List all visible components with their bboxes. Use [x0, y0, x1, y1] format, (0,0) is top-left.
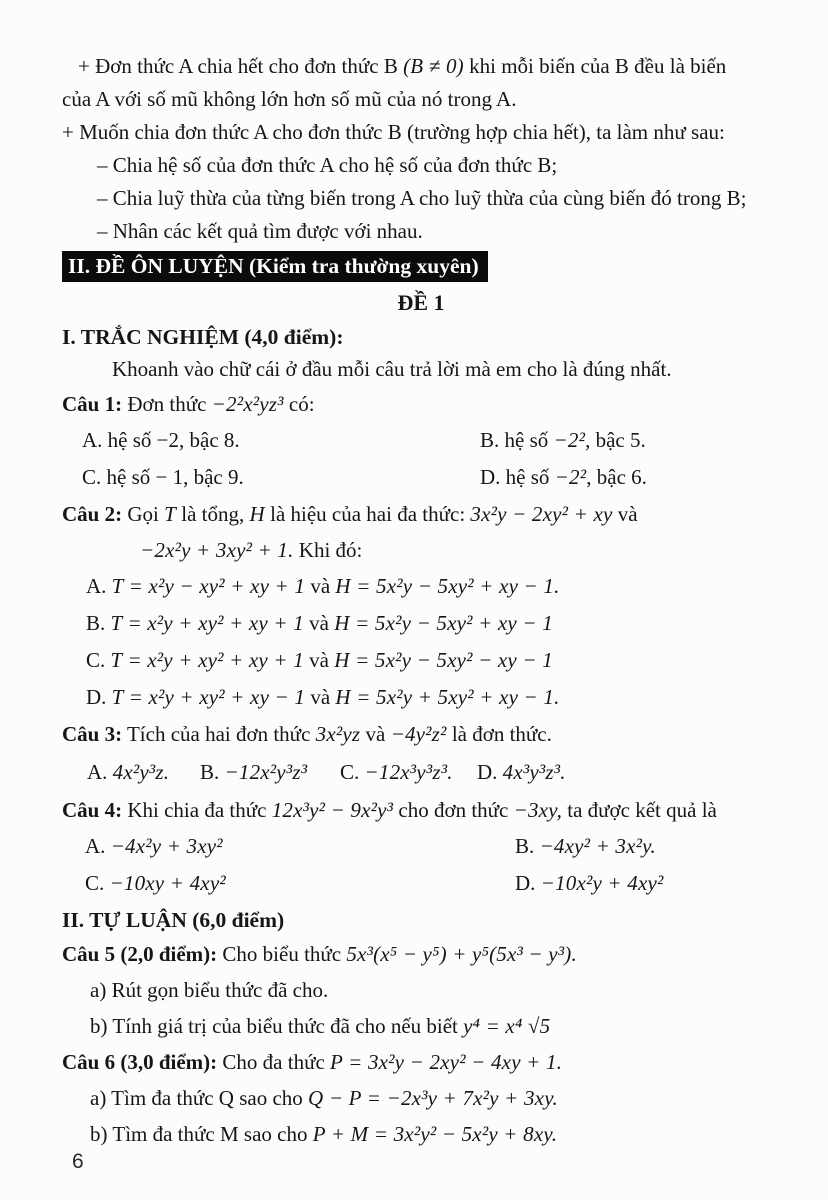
question-3-option-a [87, 752, 200, 792]
math-formula: −10x²y + 4xy² [540, 871, 664, 895]
text-segment: Câu 5 (2,0 điểm): [62, 942, 218, 966]
math-formula: H = 5x²y − 5xy² − xy − 1 [334, 648, 553, 672]
text-segment: B. [515, 834, 540, 858]
text-segment: và [305, 574, 336, 598]
theory-line-1 [62, 50, 780, 83]
text-segment: Cho đa thức [217, 1050, 331, 1074]
question-4-stem [62, 792, 780, 828]
text-segment: , bậc 5. [585, 428, 646, 452]
question-2-stem-cont [62, 532, 780, 568]
math-formula: H = 5x²y + 5xy² + xy − 1. [335, 685, 560, 709]
section-header-label: II. ĐỀ ÔN LUYỆN (Kiểm tra thường xuyên) [68, 254, 479, 278]
math-formula: 4x²y³z. [112, 760, 170, 784]
question-2-option-c [62, 642, 780, 679]
question-1-options [62, 422, 780, 496]
question-3-option-b [200, 752, 340, 792]
question-2 [62, 496, 780, 716]
text-segment: b) Tìm đa thức M sao cho [90, 1122, 313, 1146]
text-segment: Cho biểu thức [217, 942, 347, 966]
text-segment: A. hệ số −2, bậc 8. [82, 428, 240, 452]
theory-section [62, 50, 780, 248]
math-formula: −12x²y³z³ [224, 760, 308, 784]
math-formula: P = 3x²y − 2xy² − 4xy + 1. [330, 1050, 563, 1074]
theory-line-2 [62, 83, 780, 116]
question-2-option-a [62, 568, 780, 605]
math-formula: (B ≠ 0) [403, 54, 464, 78]
text-segment: B. [86, 611, 111, 635]
question-1-option-c [62, 459, 480, 496]
text-segment: B. hệ số [480, 428, 554, 452]
math-formula: −4x²y + 3xy² [110, 834, 223, 858]
math-formula: −3xy, [513, 798, 563, 822]
theory-line-4 [62, 149, 780, 182]
math-formula: T = x²y + xy² + xy + 1 [110, 611, 304, 635]
text-segment: Khi đó: [293, 538, 363, 562]
text-segment: Câu 2: [62, 502, 123, 526]
question-4 [62, 792, 780, 902]
math-formula: 3x²y − 2xy² + xy [470, 502, 613, 526]
question-4-option-b [515, 828, 780, 865]
math-formula: y⁴ = x⁴ √5 [463, 1014, 551, 1038]
question-5-part-b [62, 1008, 780, 1044]
question-2-stem [62, 496, 780, 532]
text-segment: B. [200, 760, 225, 784]
question-6-stem [62, 1044, 780, 1080]
text-segment: – Chia luỹ thừa của từng biến trong A cho luỹ thừa của cùng biến đó trong B; [97, 186, 747, 210]
text-segment: là đơn thức. [446, 722, 552, 746]
text-segment: C. [340, 760, 365, 784]
question-3-option-d [477, 752, 780, 792]
text-segment: và [303, 611, 335, 635]
math-formula: T [164, 502, 176, 526]
question-4-option-c [62, 865, 515, 902]
text-segment: Câu 3: [62, 722, 123, 746]
text-segment: – Nhân các kết quả tìm được với nhau. [97, 219, 423, 243]
math-formula: −2x²y + 3xy² + 1. [140, 538, 294, 562]
text-segment: + Đơn thức A chia hết cho đơn thức B [78, 54, 404, 78]
question-1-option-a [62, 422, 480, 459]
math-formula: −2² [554, 465, 587, 489]
math-formula: −2² [553, 428, 586, 452]
section-header-bar [62, 251, 488, 282]
question-4-option-d [515, 865, 780, 902]
text-segment: có: [283, 392, 315, 416]
page-number: 6 [72, 1150, 84, 1173]
question-3-options [62, 752, 780, 792]
text-segment: và [303, 648, 335, 672]
math-formula: H = 5x²y − 5xy² + xy − 1 [334, 611, 553, 635]
text-segment: Câu 6 (3,0 điểm): [62, 1050, 218, 1074]
text-segment: Đơn thức [122, 392, 212, 416]
text-segment: Tích của hai đơn thức [122, 722, 316, 746]
theory-line-6 [62, 215, 780, 248]
text-segment: D. hệ số [480, 465, 555, 489]
text-segment: Câu 1: [62, 392, 123, 416]
text-segment: và [360, 722, 391, 746]
question-5-stem [62, 936, 780, 972]
text-segment: Khi chia đa thức [122, 798, 272, 822]
question-1-option-d [480, 459, 780, 496]
text-segment: và [305, 685, 336, 709]
text-segment: , bậc 6. [586, 465, 647, 489]
math-formula: P + M = 3x²y² − 5x²y + 8xy. [312, 1122, 558, 1146]
math-formula: −2²x²yz³ [211, 392, 284, 416]
question-6-part-a [62, 1080, 780, 1116]
text-segment: C. [85, 871, 110, 895]
math-formula: 4x³y³z³. [502, 760, 566, 784]
math-formula: −4y²z² [390, 722, 447, 746]
question-1 [62, 386, 780, 496]
text-segment: D. [477, 760, 503, 784]
text-segment: A. [86, 574, 112, 598]
math-formula: 12x³y² − 9x²y³ [271, 798, 394, 822]
question-1-stem [62, 386, 780, 422]
math-formula: −4xy² + 3x²y. [539, 834, 656, 858]
question-4-option-a [62, 828, 515, 865]
text-segment: C. hệ số − 1, bậc 9. [82, 465, 244, 489]
text-segment: a) Rút gọn biểu thức đã cho. [90, 978, 329, 1002]
text-segment: C. [86, 648, 111, 672]
text-segment: + Muốn chia đơn thức A cho đơn thức B (trường hợp chia hết), ta làm như sau: [62, 120, 725, 144]
math-formula: 5x³(x⁵ − y⁵) + y⁵(5x³ − y³). [346, 942, 577, 966]
text-segment: A. [85, 834, 111, 858]
text-segment: a) Tìm đa thức Q sao cho [90, 1086, 309, 1110]
question-3 [62, 716, 780, 792]
text-segment: cho đơn thức [393, 798, 514, 822]
theory-line-3 [62, 116, 780, 149]
text-segment: khi mỗi biến của B đều là biến [463, 54, 727, 78]
math-formula: T = x²y + xy² + xy − 1 [111, 685, 306, 709]
question-3-stem [62, 716, 780, 752]
question-2-option-d [62, 679, 780, 716]
text-segment: là hiệu của hai đa thức: [264, 502, 471, 526]
instruction-line: Khoanh vào chữ cái ở đầu mỗi câu trả lời mà em cho là đúng nhất. [112, 357, 672, 381]
question-5-part-a [62, 972, 780, 1008]
text-segment: là tổng, [175, 502, 250, 526]
math-formula: −10xy + 4xy² [109, 871, 226, 895]
part1-title: I. TRẮC NGHIỆM (4,0 điểm): [62, 325, 344, 349]
question-6-part-b [62, 1116, 780, 1152]
question-3-option-c [340, 752, 477, 792]
text-segment: Câu 4: [62, 798, 123, 822]
math-formula: 3x²yz [315, 722, 361, 746]
math-formula: Q − P = −2x³y + 7x²y + 3xy. [308, 1086, 559, 1110]
math-formula: T = x²y − xy² + xy + 1 [111, 574, 306, 598]
question-2-option-b [62, 605, 780, 642]
question-4-options [62, 828, 780, 902]
question-1-option-b [480, 422, 780, 459]
question-6 [62, 1044, 780, 1152]
text-segment: D. [86, 685, 112, 709]
theory-line-5 [62, 182, 780, 215]
math-formula: T = x²y + xy² + xy + 1 [110, 648, 304, 672]
text-segment: A. [87, 760, 113, 784]
text-segment: và [612, 502, 638, 526]
part2-title: II. TỰ LUẬN (6,0 điểm) [62, 908, 285, 932]
exam-title: ĐỀ 1 [397, 290, 445, 315]
text-segment: b) Tính giá trị của biểu thức đã cho nếu biết [90, 1014, 464, 1038]
text-segment: ta được kết quả là [562, 798, 717, 822]
text-segment: Gọi [122, 502, 165, 526]
math-formula: −12x³y³z³. [364, 760, 453, 784]
question-5 [62, 936, 780, 1044]
math-formula: H = 5x²y − 5xy² + xy − 1. [335, 574, 560, 598]
text-segment: D. [515, 871, 541, 895]
text-segment: của A với số mũ không lớn hơn số mũ của nó trong A. [62, 87, 517, 111]
math-formula: H [249, 502, 265, 526]
text-segment: – Chia hệ số của đơn thức A cho hệ số của đơn thức B; [97, 153, 558, 177]
